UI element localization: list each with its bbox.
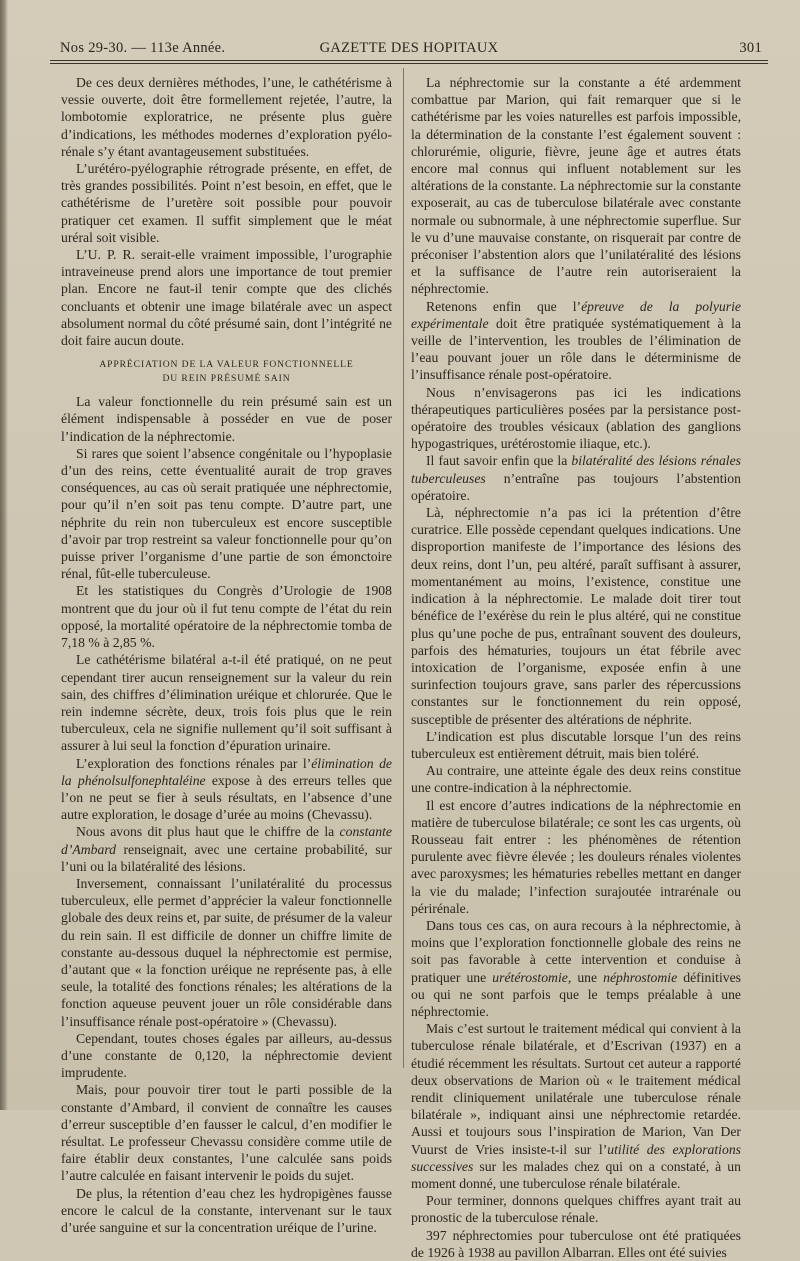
header-rule-thick <box>50 60 768 61</box>
page-number: 301 <box>739 40 762 56</box>
paragraph: L’indication est plus discutable lorsque l’un des reins tuberculeux est entièrement détruit, mais bien toléré. <box>411 728 741 761</box>
paragraph: Cependant, toutes choses égales par ailleurs, au-dessus d’une constante de 0,120, la néphrectomie devient imprudente. <box>61 1030 392 1081</box>
paragraph: L’U. P. R. serait-elle vraiment impossible, l’urographie intraveineuse prend alors une importance de tout premier plan. Encore ne faut-il tenir compte que des clichés concluants et obtenir une image bilatérale avec un aspect absolument normal du côté présumé sain, dont l’intégrité ne doit faire aucun doute. <box>61 247 392 349</box>
italic-term: bilatéralité des lésions rénales tuberculeuses <box>411 453 741 486</box>
text-run: , une <box>567 969 604 985</box>
paragraph: La néphrectomie sur la constante a été ardemment combattue par Marion, qui fait remarquer que si le cathétérisme par les voies naturelles est parfois impossible, la détermination de la constante l’est également souvent : chlorurémie, oligurie, fièvre, jeune âge et autres états encore mal connus qui influent notablement sur les altérations de la constante. La néphrectomie sur la constante exposerait, au cas de tuberculose bilatérale avec constante normale ou subnormale, à une néphrectomie superflue. Sur le vu d’une mauvaise constante, on risquerait par contre de préconiser l’abstention alors que l’unilatéralité des lésions et la suffisance de l’autre rein autoriseraient la néphrectomie. <box>411 75 741 297</box>
paragraph: Pour terminer, donnons quelques chiffres ayant trait au pronostic de la tuberculose rénale. <box>411 1193 741 1226</box>
left-column <box>61 74 392 1236</box>
text-run: L’exploration des fonctions rénales par l’ <box>76 755 312 771</box>
paragraph: Il est encore d’autres indications de la néphrectomie en matière de tuberculose bilatérale; ce sont les cas urgents, où Rousseau fait entrer : les phénomènes de rétention purulente avec fièvre élevée ; les douleurs rénales violentes avec paroxysmes; les hématuries rebelles mettant en danger la vie du malade; l’infection surajoutée intrarénale ou périrénale. <box>411 797 741 916</box>
column-divider <box>403 68 404 1068</box>
paragraph: L’urétéro-pyélographie rétrograde présente, en effet, de très grandes possibilités. Point n’est besoin, en effet, que le cathétérisme de l’uretère soit possible pour pouvoir pratiquer cet examen. Il suffit simplement que le méat uréral soit visible. <box>61 161 392 245</box>
subheading-line: DU REIN PRÉSUMÉ SAIN <box>162 373 291 385</box>
italic-term: utilité des explorations successives <box>411 1141 741 1174</box>
italic-term: néphrostomie <box>603 969 678 985</box>
text-run: expose à des erreurs telles que l’on ne peut se fier à seuls résultats, en l’absence d’une autre exploration, le dosage d’urée au moins (Chevassu). <box>61 772 392 823</box>
paragraph: Et les statistiques du Congrès d’Urologie de 1908 montrent que du jour où il fut tenu compte de l’état du rein opposé, la mortalité opératoire de la néphrectomie tomba de 7,18 % à 2,85 %. <box>61 583 392 651</box>
section-subheading <box>61 358 392 386</box>
text-run: définitives ou qui ne sont parfois que le temps préalable à une néphrectomie. <box>411 969 741 1019</box>
paragraph: Le cathétérisme bilatéral a-t-il été pratiqué, on ne peut cependant tirer aucun renseignement sur la valeur du rein sain, des chiffres d’élimination uréique et chlorurée. Que le rein indemne sécrète, deux, trois fois plus que le rein tuberculeux, cela ne signifie nullement qu’il soit suffisant à assurer à lui seul la fonction d’épuration urinaire. <box>61 652 392 754</box>
paragraph <box>411 917 741 1020</box>
header-rule-thin <box>50 63 768 64</box>
italic-term: élimination de la phénolsulfonephtaléine <box>61 755 392 788</box>
italic-term: constante d’Ambard <box>61 824 392 857</box>
italic-term: épreuve de la polyurie expérimentale <box>411 298 741 331</box>
paragraph: De plus, la rétention d’eau chez les hydropigènes fausse encore le calcul de la constante, intervenant sur le taux d’urée sanguine et sur la concentration uréique de l’urine. <box>61 1185 392 1235</box>
paragraph: 397 néphrectomies pour tuberculose ont été pratiquées de 1926 à 1938 au pavillon Albarran. Elles ont été suivies <box>411 1227 741 1260</box>
text-run: Dans tous ces cas, on aura recours à la néphrectomie, à moins que l’exploration fonctionnelle globale des reins ne soit pas favorable à cette intervention et conduise à pratiquer une <box>411 917 741 985</box>
text-run: doit être pratiquée systématiquement à la veille de l’intervention, les troubles de l’élimination de l’eau pouvant jouer un rôle dans le déterminisme de l’insuffisance rénale post-opératoire. <box>411 315 741 383</box>
paragraph <box>61 755 392 824</box>
paragraph: Au contraire, une atteinte égale des deux reins constitue une contre-indication à la néphrectomie. <box>411 763 741 796</box>
paragraph <box>411 1020 741 1192</box>
paragraph: Là, néphrectomie n’a pas ici la prétention d’être curatrice. Elle possède cependant quelques indications. Une disproportion manifeste de l’importance des lésions des deux reins, dont l’un, peu altéré, paraît suffisant à assurer, momentanément au moins, l’existence, constitue une indication à la néphrectomie. Le malade doit tirer tout bénéfice de l’exérèse du rein le plus altéré, qui ne constitue plus qu’une poche de pus, entraînant souvent des douleurs, parfois des hématuries, toujours un état fébrile avec intoxication de l’organisme, exposée enfin à une surinfection toujours grave, sans parler des répercussions constantes sur le fonctionnement du rein opposé, susceptible de présenter des altérations de néphrite. <box>411 505 741 727</box>
text-run: renseignait, avec une certaine probabilité, sur l’uni ou la bilatéralité des lésions. <box>61 841 392 874</box>
issue-number: Nos 29-30. — 113e Année. <box>60 40 226 56</box>
paragraph <box>61 823 392 875</box>
paragraph <box>411 452 741 504</box>
running-header <box>50 38 768 60</box>
text-run: Mais c’est surtout le traitement médical qui convient à la tuberculose rénale bilatérale, et d’Escrivan (1937) en a étudié récemment les résultats. Surtout cet auteur a rapporté deux observations de Marion où « le traitement médical rendit cliniquement unilatérale une tuberculose rénale bilatérale », indiquant ainsi une néphrectomie retardée. Aussi et toujours sous l’inspiration de Marion, Van Der Vuurst de Vries insiste-t-il sur l’ <box>411 1021 741 1157</box>
paragraph: Si rares que soient l’absence congénitale ou l’hypoplasie d’un des reins, cette éventualité aurait de trop graves conséquences, au cas où serait pratiquée une néphrectomie, pour qu’il n’en soit pas tenu compte. D’autre part, une néphrite du rein non tuberculeux est encore susceptible d’avoir par trop restreint sa valeur fonctionnelle pour qu’on puisse priver l’organisme d’une partie de son émonctoire rénal, fût-elle tuberculeuse. <box>61 445 392 582</box>
text-run: Nous avons dit plus haut que le chiffre de la <box>76 824 340 840</box>
paragraph: Inversement, connaissant l’unilatéralité du processus tuberculeux, elle permet d’apprécier la valeur fonctionnelle globale des deux reins et, par suite, de présumer de la valeur du rein sain. Il est difficile de donner un chiffre limite de constante au-dessous duquel la néphrectomie est permise, d’autant que « la fonction uréique ne représente pas, à elle seule, la totalité des fonctions rénales; les altérations de la fonction aqueuse peuvent jouer un rôle considérable dans l’insuffisance rénale post-opératoire » (Chevassu). <box>61 875 392 1029</box>
text-run: Il faut savoir enfin que la <box>426 453 572 469</box>
paragraph: La valeur fonctionnelle du rein présumé sain est un élément indispensable à posséder en vue de poser l’indication de la néphrectomie. <box>61 394 392 444</box>
subheading-line: APPRÉCIATION DE LA VALEUR FONCTIONNELLE <box>99 359 354 371</box>
paragraph: Nous n’envisagerons pas ici les indications thérapeutiques particulières posées par la persistance post-opératoire des troubles vésicaux (ablation des ganglions hypogastriques, urétérostomie iliaque, etc.). <box>411 384 741 452</box>
text-run: sur les malades chez qui on a constaté, à un moment donné, une tuberculose rénale bilatérale. <box>411 1158 741 1191</box>
right-column <box>411 74 741 1261</box>
text-run: n’entraîne pas toujours l’abstention opératoire. <box>411 470 741 503</box>
text-run: Retenons enfin que l’ <box>426 298 582 314</box>
italic-term: urétérostomie <box>492 969 568 985</box>
paragraph: Mais, pour pouvoir tirer tout le parti possible de la constante d’Ambard, il convient de connaître les causes d’erreur susceptible d’en fausser le calcul, d’en modifier le résultat. Le professeur Chevassu considère comme utile de faire établir deux constantes, l’une calculée sans poids l’autre calculée en faisant intervenir le poids du sujet. <box>61 1082 392 1184</box>
page-binding-shadow <box>0 0 8 1110</box>
journal-title: GAZETTE DES HOPITAUX <box>319 40 499 56</box>
paragraph: De ces deux dernières méthodes, l’une, le cathétérisme à vessie ouverte, doit être formellement rejetée, l’autre, la lombotomie exploratrice, ne présente plus guère d’indications, les méthodes modernes d’exploration pyélo-rénale s’y étant avantageusement substituées. <box>61 75 392 159</box>
paragraph <box>411 298 741 384</box>
